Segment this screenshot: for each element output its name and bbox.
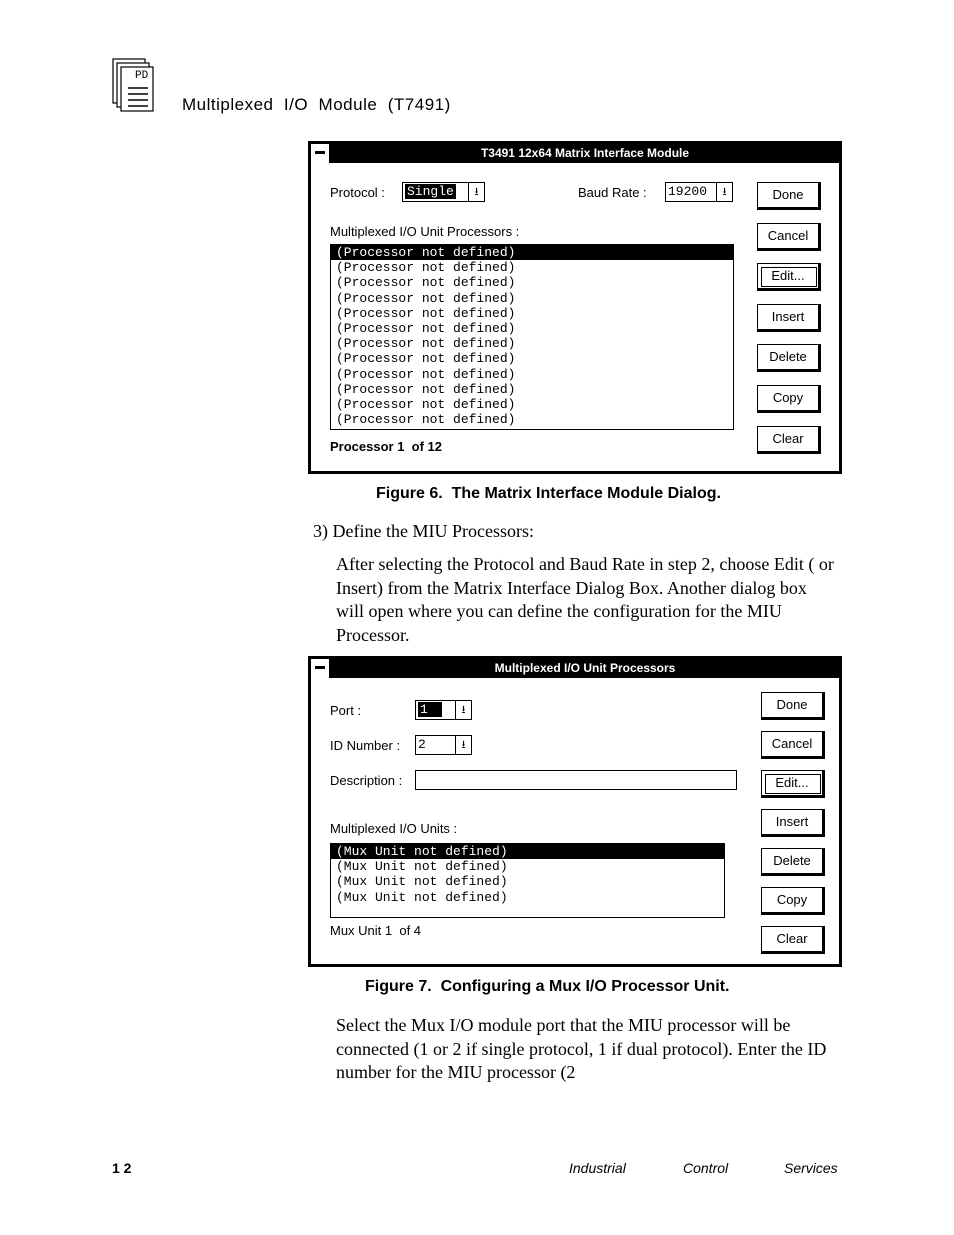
footer-publisher-1: Industrial [569, 1160, 626, 1176]
baud-rate-value: 19200 [668, 184, 708, 199]
baud-rate-label: Baud Rate : [578, 185, 647, 200]
id-number-select[interactable] [415, 735, 472, 755]
system-menu-icon[interactable] [311, 659, 331, 678]
copy-button[interactable]: Copy [761, 887, 825, 915]
figure-6-caption: Figure 6. The Matrix Interface Module Dialog. [376, 485, 721, 502]
dialog-title: T3491 12x64 Matrix Interface Module [480, 146, 690, 160]
matrix-interface-dialog [308, 141, 842, 474]
list-item[interactable]: (Mux Unit not defined) [331, 844, 724, 859]
document-icon [112, 58, 156, 112]
processor-listbox[interactable] [330, 244, 734, 430]
copy-button[interactable]: Copy [757, 385, 821, 413]
done-button[interactable]: Done [761, 692, 825, 720]
cancel-button[interactable]: Cancel [761, 731, 825, 759]
dialog-titlebar [311, 659, 839, 678]
protocol-label: Protocol : [330, 185, 385, 200]
mux-unit-count-status: Mux Unit 1 of 4 [330, 923, 422, 938]
protocol-select[interactable] [402, 182, 485, 202]
list-item[interactable]: (Processor not defined) [336, 412, 516, 428]
edit-button[interactable]: Edit... [757, 263, 821, 291]
list-item[interactable]: (Processor not defined) [336, 396, 516, 412]
list-item[interactable]: (Processor not defined) [336, 336, 516, 352]
page-header-title: Multiplexed I/O Module (T7491) [182, 95, 451, 114]
paragraph-select-port: Select the Mux I/O module port that the MIU processor will be connected (1 or 2 if single protocol, 1 if dual protocol). Enter the ID number for the MIU processor (2 [336, 1015, 827, 1082]
list-item[interactable]: (Processor not defined) [336, 275, 516, 291]
dropdown-arrow-icon[interactable]: ⭳ [468, 183, 484, 201]
clear-button[interactable]: Clear [757, 426, 821, 454]
id-number-value: 2 [418, 737, 426, 752]
list-item[interactable]: (Mux Unit not defined) [336, 859, 508, 875]
list-item[interactable]: (Processor not defined) [336, 290, 516, 306]
insert-button[interactable]: Insert [757, 304, 821, 332]
cancel-button[interactable]: Cancel [757, 223, 821, 251]
processor-list-label: Multiplexed I/O Unit Processors : [330, 224, 520, 239]
dropdown-arrow-icon[interactable]: ⭳ [455, 701, 471, 719]
dialog-title: Multiplexed I/O Unit Processors [494, 661, 676, 675]
footer-publisher-2: Control [683, 1160, 729, 1176]
list-item[interactable]: (Processor not defined) [331, 245, 733, 260]
delete-button[interactable]: Delete [761, 848, 825, 876]
figure-7-caption: Figure 7. Configuring a Mux I/O Processor Unit. [365, 978, 730, 995]
system-menu-icon[interactable] [311, 144, 331, 163]
mux-units-list-label: Multiplexed I/O Units : [330, 821, 458, 836]
done-button[interactable]: Done [757, 182, 821, 210]
baud-rate-select[interactable] [665, 182, 733, 202]
step-heading: 3) Define the MIU Processors: [313, 521, 534, 541]
page-number: 1 2 [112, 1160, 132, 1176]
list-item[interactable]: (Processor not defined) [336, 320, 516, 336]
dialog-titlebar [311, 144, 839, 163]
edit-button[interactable]: Edit... [761, 770, 825, 798]
protocol-value: Single [407, 184, 454, 199]
processor-count-status: Processor 1 of 12 [330, 439, 442, 454]
list-item[interactable]: (Processor not defined) [336, 260, 516, 276]
port-value: 1 [418, 702, 442, 717]
list-item[interactable]: (Mux Unit not defined) [336, 889, 508, 905]
footer-publisher-3: Services [784, 1160, 838, 1176]
description-input[interactable] [415, 770, 737, 790]
clear-button[interactable]: Clear [761, 926, 825, 954]
document-icon-label: PD [135, 70, 149, 82]
dropdown-arrow-icon[interactable]: ⭳ [716, 183, 732, 201]
port-label: Port : [330, 703, 362, 718]
list-item[interactable]: (Processor not defined) [336, 381, 516, 397]
list-item[interactable]: (Processor not defined) [336, 366, 516, 382]
port-select[interactable] [415, 700, 472, 720]
id-number-label: ID Number : [330, 738, 401, 753]
list-item[interactable]: (Processor not defined) [336, 351, 516, 367]
list-item[interactable]: (Mux Unit not defined) [336, 874, 508, 890]
paragraph-define-miu: After selecting the Protocol and Baud Rate in step 2, choose Edit ( or Insert) from the Matrix Interface Dialog Box. Another dialog box will open where you can define the configuration for the MIU Processor. [336, 554, 834, 645]
delete-button[interactable]: Delete [757, 344, 821, 372]
dropdown-arrow-icon[interactable]: ⭳ [455, 736, 471, 754]
insert-button[interactable]: Insert [761, 809, 825, 837]
mux-units-listbox[interactable] [330, 843, 725, 918]
description-label: Description : [330, 773, 403, 788]
list-item[interactable]: (Processor not defined) [336, 305, 516, 321]
mux-processor-dialog [308, 656, 842, 967]
